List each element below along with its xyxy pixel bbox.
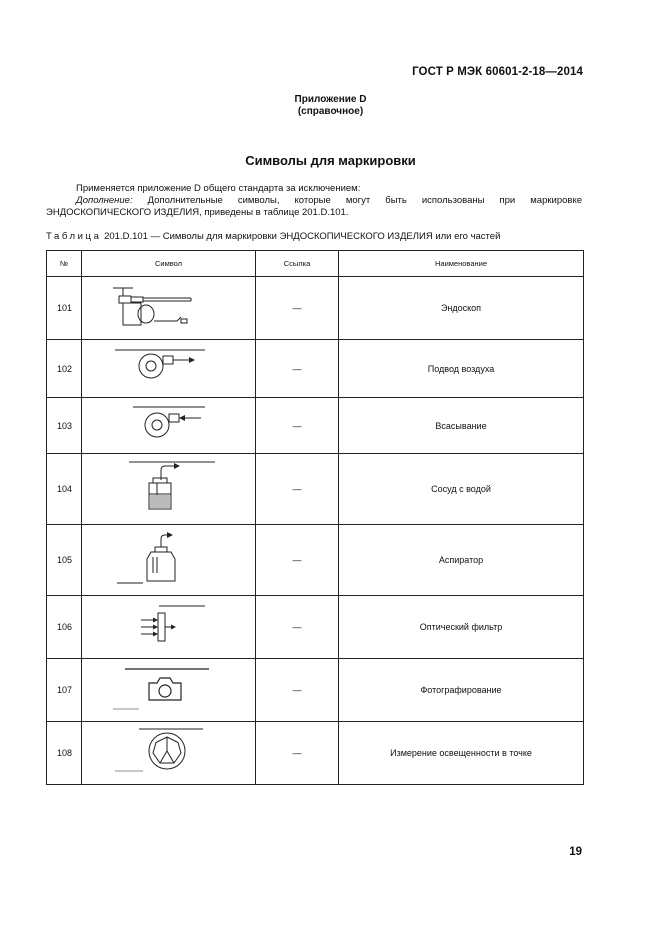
row-num: 108	[47, 722, 82, 785]
name-cell: Сосуд с водой	[339, 454, 584, 525]
suction-icon	[109, 403, 229, 449]
table-row	[47, 722, 584, 785]
section-title: Символы для маркировки	[245, 153, 416, 168]
document-code: ГОСТ Р МЭК 60601-2-18—2014	[412, 66, 583, 78]
row-num: 103	[47, 398, 82, 454]
row-num: 107	[47, 659, 82, 722]
symbols-table	[46, 250, 584, 785]
symbol-cell	[82, 398, 256, 454]
aspirator-icon	[109, 529, 229, 591]
ref-cell: —	[256, 525, 339, 596]
symbol-cell	[82, 277, 256, 340]
intro-line-2	[76, 195, 582, 206]
symbol-cell	[82, 340, 256, 398]
table-row	[47, 398, 584, 454]
table-row	[47, 659, 584, 722]
ref-cell: —	[256, 454, 339, 525]
symbol-cell	[82, 454, 256, 525]
table-caption-text: 201.D.101 — Символы для маркировки ЭНДОСКОПИЧЕСКОГО ИЗДЕЛИЯ или его частей	[104, 231, 501, 242]
name-cell: Оптический фильтр	[339, 596, 584, 659]
addition-label: Дополнение:	[76, 195, 133, 206]
header-ref: Ссылка	[256, 251, 339, 277]
row-num: 102	[47, 340, 82, 398]
water-bottle-icon	[109, 458, 229, 520]
intro-line-3: ЭНДОСКОПИЧЕСКОГО ИЗДЕЛИЯ, приведены в таблице 201.D.101.	[46, 207, 349, 218]
row-num: 101	[47, 277, 82, 340]
table-header-row	[47, 251, 584, 277]
symbol-cell	[82, 525, 256, 596]
annex-heading	[0, 94, 661, 118]
table-row	[47, 454, 584, 525]
table-row	[47, 340, 584, 398]
name-cell: Подвод воздуха	[339, 340, 584, 398]
header-num: №	[47, 251, 82, 277]
table-caption	[46, 231, 500, 242]
spot-light-meter-icon	[109, 725, 229, 781]
ref-cell: —	[256, 596, 339, 659]
annex-title: Приложение D	[294, 94, 367, 105]
intro-line-1: Применяется приложение D общего стандарта за исключением:	[76, 183, 361, 194]
camera-icon	[109, 663, 229, 717]
table-row	[47, 525, 584, 596]
table-caption-prefix: Таблица	[46, 231, 102, 242]
symbol-cell	[82, 722, 256, 785]
name-cell: Эндоскоп	[339, 277, 584, 340]
row-num: 104	[47, 454, 82, 525]
row-num: 106	[47, 596, 82, 659]
optical-filter-icon	[109, 600, 229, 654]
ref-cell: —	[256, 659, 339, 722]
ref-cell: —	[256, 722, 339, 785]
table-row	[47, 596, 584, 659]
air-supply-icon	[109, 346, 229, 392]
table-row	[47, 277, 584, 340]
name-cell: Фотографирование	[339, 659, 584, 722]
ref-cell: —	[256, 398, 339, 454]
header-name: Наименование	[339, 251, 584, 277]
intro-line-2-text: Дополнительные символы, которые могут быть использованы при маркировке	[147, 195, 582, 206]
ref-cell: —	[256, 340, 339, 398]
row-num: 105	[47, 525, 82, 596]
symbol-cell	[82, 596, 256, 659]
endoscope-icon	[109, 284, 229, 332]
ref-cell: —	[256, 277, 339, 340]
name-cell: Всасывание	[339, 398, 584, 454]
page-number: 19	[569, 846, 582, 858]
header-symbol: Символ	[82, 251, 256, 277]
name-cell: Аспиратор	[339, 525, 584, 596]
name-cell: Измерение освещенности в точке	[339, 722, 584, 785]
annex-subtitle: (справочное)	[297, 106, 364, 117]
symbol-cell	[82, 659, 256, 722]
